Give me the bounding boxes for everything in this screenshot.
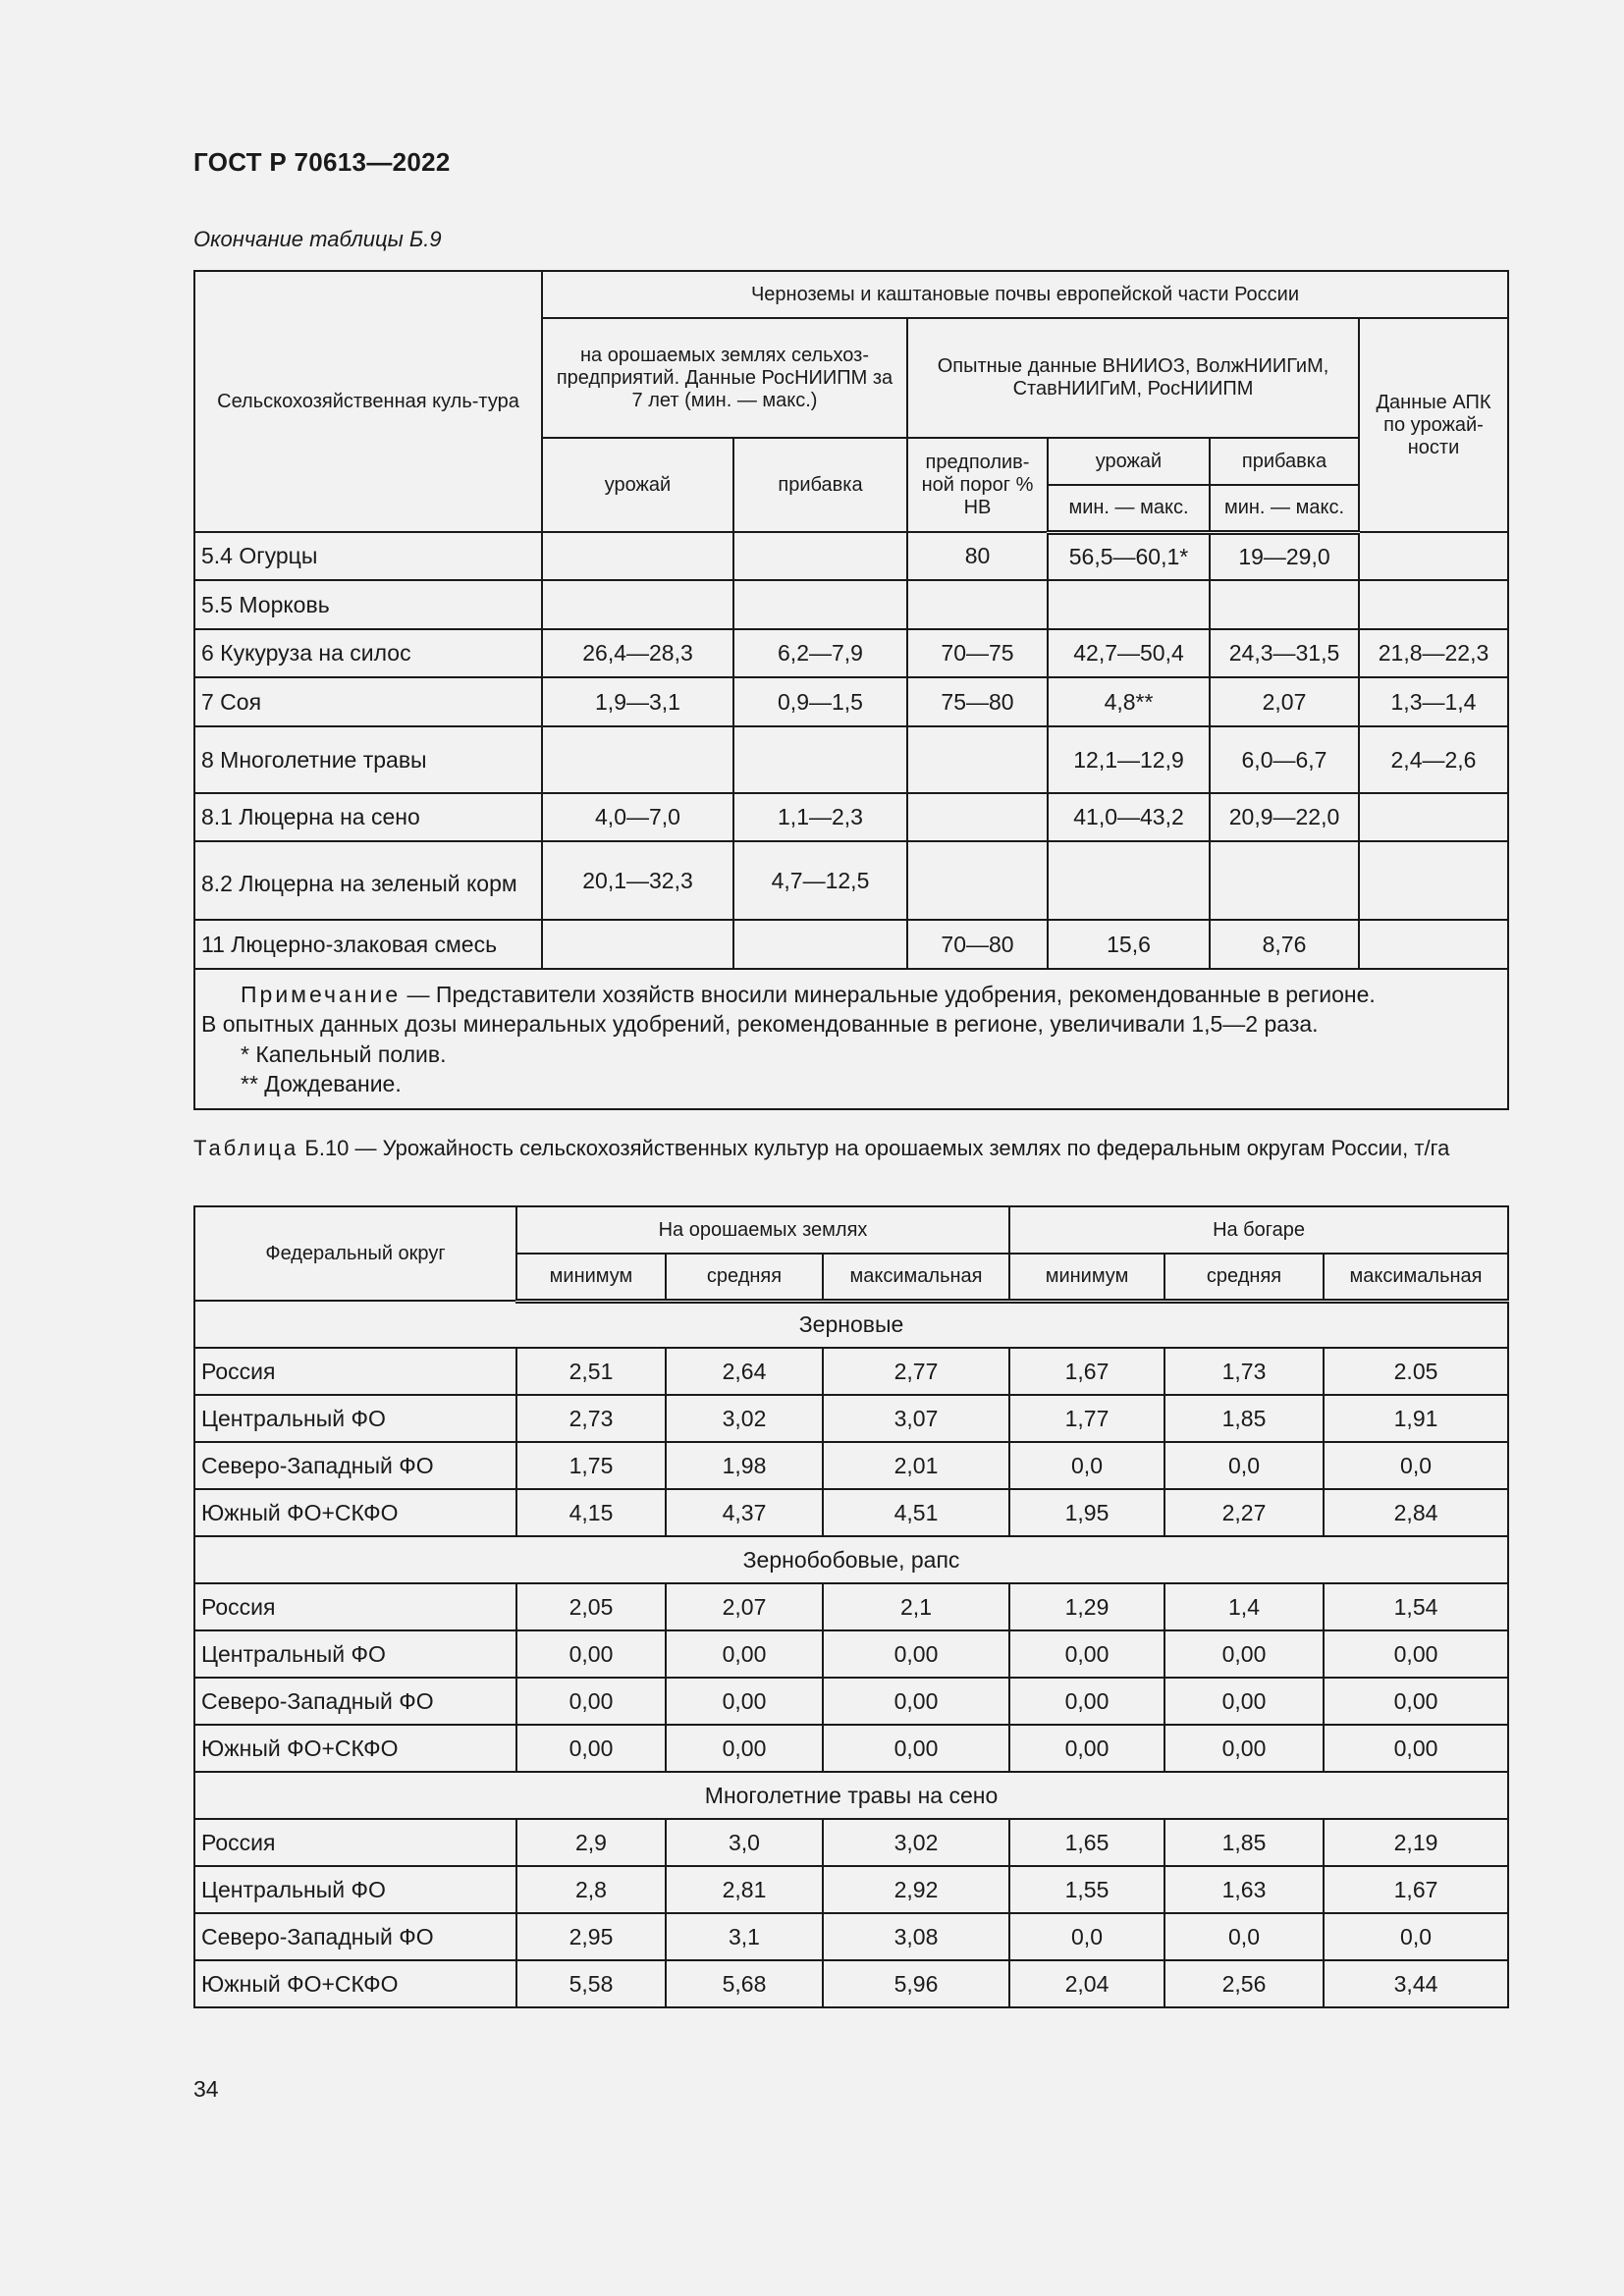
yield-value: 0,00 <box>1164 1630 1324 1678</box>
table-row: 8.1 Люцерна на сено 4,0—7,0 1,1—2,3 41,0—43,2 20,9—22,0 <box>194 793 1508 841</box>
yield-value: 0,00 <box>1324 1678 1508 1725</box>
yield-value: 0,00 <box>823 1678 1009 1725</box>
yield-value: 0,0 <box>1009 1442 1164 1489</box>
header-min: минимум <box>516 1254 666 1301</box>
yield-value: 1,91 <box>1324 1395 1508 1442</box>
footnote-sprinkling: ** Дождевание. <box>241 1071 402 1096</box>
header-region: Черноземы и каштановые почвы европейской части России <box>542 271 1508 318</box>
yield-value: 1,67 <box>1009 1348 1164 1395</box>
yield-value: 2,05 <box>516 1583 666 1630</box>
yield-value: 0,00 <box>516 1630 666 1678</box>
yield-value: 2,81 <box>666 1866 823 1913</box>
yield-value: 1,77 <box>1009 1395 1164 1442</box>
table-row: 8.2 Люцерна на зеленый корм 20,1—32,3 4,7—12,5 <box>194 841 1508 920</box>
yield-value: 0,00 <box>1164 1678 1324 1725</box>
header-group-experiment: Опытные данные ВНИИОЗ, ВолжНИИГиМ, СтавНИИГиМ, РосНИИПМ <box>907 318 1359 438</box>
yield-value: 0,00 <box>1009 1678 1164 1725</box>
district-name: Южный ФО+СКФО <box>194 1489 516 1536</box>
table-word: Таблица <box>193 1136 299 1160</box>
table-row: 8 Многолетние травы 12,1—12,9 6,0—6,7 2,4—2,6 <box>194 726 1508 793</box>
yield-value: 2,01 <box>823 1442 1009 1489</box>
table-row: 5.5 Морковь <box>194 580 1508 629</box>
yield-value: 2,77 <box>823 1348 1009 1395</box>
header-district: Федеральный округ <box>194 1206 516 1301</box>
header-max: максимальная <box>1324 1254 1508 1301</box>
yield-value: 0,0 <box>1324 1913 1508 1960</box>
district-name: Центральный ФО <box>194 1630 516 1678</box>
section-row <box>194 1301 1508 1348</box>
yield-value: 2,84 <box>1324 1489 1508 1536</box>
yield-value: 1,4 <box>1164 1583 1324 1630</box>
district-name: Южный ФО+СКФО <box>194 1960 516 2007</box>
table-note <box>194 969 1508 1109</box>
yield-value: 2,9 <box>516 1819 666 1866</box>
yield-value: 2,92 <box>823 1866 1009 1913</box>
note-line-2: В опытных данных дозы минеральных удобрений, рекомендованные в регионе, увеличивали 1,5—2 раза. <box>201 1011 1319 1037</box>
header-max: максимальная <box>823 1254 1009 1301</box>
header-avg: средняя <box>1164 1254 1324 1301</box>
header-yield: урожай <box>542 438 733 532</box>
yield-value: 0,00 <box>516 1725 666 1772</box>
yield-value: 1,95 <box>1009 1489 1164 1536</box>
header-minmax: мин. — макс. <box>1210 485 1359 532</box>
yield-value: 3,08 <box>823 1913 1009 1960</box>
table-row <box>194 1489 1508 1536</box>
header-gain: прибавка <box>733 438 907 532</box>
yield-value: 2,73 <box>516 1395 666 1442</box>
yield-value: 1,67 <box>1324 1866 1508 1913</box>
header-exp-gain: прибавка <box>1210 438 1359 485</box>
yield-value: 1,98 <box>666 1442 823 1489</box>
yield-value: 0,00 <box>666 1725 823 1772</box>
section-title: Зернобобовые, рапс <box>194 1536 1508 1583</box>
table-row: 7 Соя 1,9—3,1 0,9—1,5 75—80 4,8** 2,07 1,3—1,4 <box>194 677 1508 726</box>
yield-value: 0,0 <box>1164 1442 1324 1489</box>
table-row <box>194 1866 1508 1913</box>
yield-value: 3,07 <box>823 1395 1009 1442</box>
yield-value: 1,54 <box>1324 1583 1508 1630</box>
district-yield-table-b10 <box>193 1205 1509 2008</box>
yield-value: 2,1 <box>823 1583 1009 1630</box>
yield-value: 3,44 <box>1324 1960 1508 2007</box>
section-row <box>194 1536 1508 1583</box>
table-row: 11 Люцерно-злаковая смесь 70—80 15,6 8,76 <box>194 920 1508 969</box>
district-name: Россия <box>194 1583 516 1630</box>
yield-value: 1,29 <box>1009 1583 1164 1630</box>
header-irrigated: На орошаемых землях <box>516 1206 1009 1254</box>
yield-value: 0,00 <box>1164 1725 1324 1772</box>
yield-value: 2,51 <box>516 1348 666 1395</box>
yield-value: 3,0 <box>666 1819 823 1866</box>
yield-value: 1,55 <box>1009 1866 1164 1913</box>
yield-value: 3,02 <box>823 1819 1009 1866</box>
table-row <box>194 1395 1508 1442</box>
header-apk: Данные АПК по урожай-ности <box>1359 318 1508 532</box>
district-name: Россия <box>194 1348 516 1395</box>
yield-value: 0,00 <box>666 1630 823 1678</box>
yield-value: 0,00 <box>1009 1630 1164 1678</box>
note-line-1: — Представители хозяйств вносили минеральные удобрения, рекомендованные в регионе. <box>406 981 1376 1007</box>
header-avg: средняя <box>666 1254 823 1301</box>
table-row <box>194 1442 1508 1489</box>
yield-value: 0,00 <box>1324 1725 1508 1772</box>
yield-value: 0,00 <box>823 1630 1009 1678</box>
header-min: минимум <box>1009 1254 1164 1301</box>
yield-value: 0,0 <box>1324 1442 1508 1489</box>
yield-value: 0,00 <box>823 1725 1009 1772</box>
section-row <box>194 1772 1508 1819</box>
table-row <box>194 1819 1508 1866</box>
table-row <box>194 1725 1508 1772</box>
district-name: Северо-Западный ФО <box>194 1913 516 1960</box>
table-continuation-caption: Окончание таблицы Б.9 <box>193 227 442 251</box>
district-name: Россия <box>194 1819 516 1866</box>
table-title: Б.10 — Урожайность сельскохозяйственных культур на орошаемых землях по федеральным округам России, т/га <box>304 1136 1450 1160</box>
yield-value: 0,00 <box>1324 1630 1508 1678</box>
district-name: Северо-Западный ФО <box>194 1678 516 1725</box>
yield-value: 5,58 <box>516 1960 666 2007</box>
yield-value: 2,19 <box>1324 1819 1508 1866</box>
yield-value: 1,85 <box>1164 1395 1324 1442</box>
section-title: Зерновые <box>194 1301 1508 1348</box>
table-row: 5.4 Огурцы 80 56,5—60,1* 19—29,0 <box>194 532 1508 580</box>
district-name: Центральный ФО <box>194 1866 516 1913</box>
yield-value: 4,51 <box>823 1489 1009 1536</box>
yield-value: 2,27 <box>1164 1489 1324 1536</box>
table-b10-caption <box>193 1134 1509 1163</box>
yield-value: 0,0 <box>1164 1913 1324 1960</box>
yield-value: 2,04 <box>1009 1960 1164 2007</box>
table-row <box>194 1913 1508 1960</box>
yield-value: 1,63 <box>1164 1866 1324 1913</box>
page-number: 34 <box>193 2076 219 2102</box>
header-rainfed: На богаре <box>1009 1206 1508 1254</box>
header-crop: Сельскохозяйственная куль-тура <box>194 271 542 532</box>
note-label: Примечание <box>241 981 402 1007</box>
yield-value: 5,96 <box>823 1960 1009 2007</box>
yield-value: 2.05 <box>1324 1348 1508 1395</box>
crop-yield-table-b9 <box>193 270 1509 1110</box>
section-title: Многолетние травы на сено <box>194 1772 1508 1819</box>
yield-value: 0,00 <box>1009 1725 1164 1772</box>
yield-value: 0,00 <box>666 1678 823 1725</box>
yield-value: 2,56 <box>1164 1960 1324 2007</box>
yield-value: 3,02 <box>666 1395 823 1442</box>
footnote-drip: * Капельный полив. <box>241 1041 447 1067</box>
header-minmax: мин. — макс. <box>1048 485 1210 532</box>
table-row <box>194 1678 1508 1725</box>
yield-value: 3,1 <box>666 1913 823 1960</box>
header-group-irrigated: на орошаемых землях сельхоз-предприятий. Данные РосНИИПМ за 7 лет (мин. — макс.) <box>542 318 907 438</box>
table-row: 6 Кукуруза на силос 26,4—28,3 6,2—7,9 70—75 42,7—50,4 24,3—31,5 21,8—22,3 <box>194 629 1508 677</box>
yield-value: 5,68 <box>666 1960 823 2007</box>
district-name: Южный ФО+СКФО <box>194 1725 516 1772</box>
yield-value: 4,15 <box>516 1489 666 1536</box>
yield-value: 0,0 <box>1009 1913 1164 1960</box>
yield-value: 2,8 <box>516 1866 666 1913</box>
yield-value: 1,73 <box>1164 1348 1324 1395</box>
yield-value: 2,07 <box>666 1583 823 1630</box>
district-name: Центральный ФО <box>194 1395 516 1442</box>
yield-value: 1,75 <box>516 1442 666 1489</box>
table-row <box>194 1348 1508 1395</box>
district-name: Северо-Западный ФО <box>194 1442 516 1489</box>
yield-value: 2,95 <box>516 1913 666 1960</box>
table-row <box>194 1630 1508 1678</box>
table-row <box>194 1960 1508 2007</box>
yield-value: 4,37 <box>666 1489 823 1536</box>
yield-value: 0,00 <box>516 1678 666 1725</box>
yield-value: 1,65 <box>1009 1819 1164 1866</box>
header-threshold: предполив-ной порог % НВ <box>907 438 1048 532</box>
yield-value: 1,85 <box>1164 1819 1324 1866</box>
table-row <box>194 1583 1508 1630</box>
yield-value: 2,64 <box>666 1348 823 1395</box>
document-code: ГОСТ Р 70613—2022 <box>193 147 451 177</box>
header-exp-yield: урожай <box>1048 438 1210 485</box>
